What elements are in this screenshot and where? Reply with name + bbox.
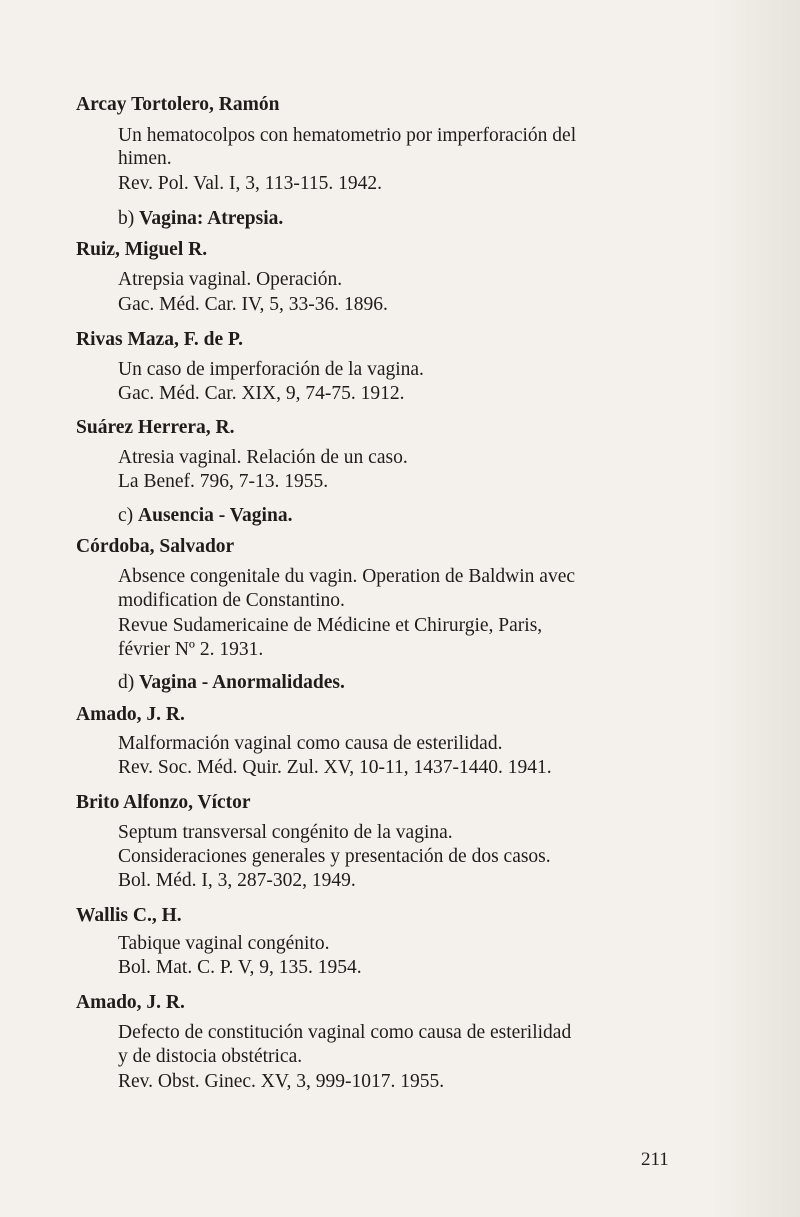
entry-title-line: Atrepsia vaginal. Operación. — [118, 269, 343, 290]
author-name: Rivas Maza, F. de P. — [76, 329, 244, 350]
entry-title-line: Defecto de constitución vaginal como causa de esterilidad — [118, 1022, 572, 1043]
section-heading — [118, 671, 345, 695]
section-title: Vagina: Atrepsia. — [139, 208, 284, 229]
author-name: Brito Alfonzo, Víctor — [76, 792, 251, 813]
author-name: Amado, J. R. — [76, 992, 185, 1013]
entry-title-line: Un caso de imperforación de la vagina. — [118, 359, 424, 380]
page-number: 211 — [641, 1149, 669, 1170]
author-name: Amado, J. R. — [76, 704, 185, 725]
entry-citation: Revue Sudamericaine de Médicine et Chirurgie, Paris, — [118, 615, 543, 636]
entry-title-line: Consideraciones generales y presentación de dos casos. — [118, 846, 551, 867]
entry-citation: février Nº 2. 1931. — [118, 639, 264, 660]
entry-citation: La Benef. 796, 7-13. 1955. — [118, 471, 329, 492]
entry-citation: Bol. Mat. C. P. V, 9, 135. 1954. — [118, 957, 362, 978]
section-heading — [118, 504, 292, 528]
author-name: Arcay Tortolero, Ramón — [76, 94, 280, 115]
entry-title-line: Tabique vaginal congénito. — [118, 933, 330, 954]
entry-title-line: Un hematocolpos con hematometrio por imperforación del — [118, 125, 577, 146]
entry-citation: Rev. Obst. Ginec. XV, 3, 999-1017. 1955. — [118, 1071, 445, 1092]
section-letter: b) — [118, 208, 135, 229]
entry-citation: Gac. Méd. Car. XIX, 9, 74-75. 1912. — [118, 383, 405, 404]
section-letter: d) — [118, 672, 135, 693]
entry-title-line: Atresia vaginal. Relación de un caso. — [118, 447, 408, 468]
page-edge-shadow — [710, 0, 800, 1217]
author-name: Suárez Herrera, R. — [76, 417, 235, 438]
author-name: Córdoba, Salvador — [76, 536, 235, 557]
entry-title-line: Malformación vaginal como causa de esterilidad. — [118, 733, 503, 754]
entry-citation: Gac. Méd. Car. IV, 5, 33-36. 1896. — [118, 294, 388, 315]
author-name: Wallis C., H. — [76, 905, 182, 926]
entry-citation: Rev. Soc. Méd. Quir. Zul. XV, 10-11, 1437-1440. 1941. — [118, 757, 552, 778]
section-letter: c) — [118, 505, 134, 526]
entry-citation: Rev. Pol. Val. I, 3, 113-115. 1942. — [118, 173, 382, 194]
author-name: Ruiz, Miguel R. — [76, 239, 208, 260]
entry-title-line: Septum transversal congénito de la vagina. — [118, 822, 453, 843]
entry-title-line: Absence congenitale du vagin. Operation de Baldwin avec — [118, 566, 576, 587]
section-heading — [118, 207, 283, 231]
entry-title-line: modification de Constantino. — [118, 590, 345, 611]
entry-citation: Bol. Méd. I, 3, 287-302, 1949. — [118, 870, 356, 891]
section-title: Ausencia - Vagina. — [138, 505, 293, 526]
entry-title-line: himen. — [118, 148, 172, 169]
section-title: Vagina - Anormalidades. — [139, 672, 345, 693]
entry-title-line: y de distocia obstétrica. — [118, 1046, 303, 1067]
